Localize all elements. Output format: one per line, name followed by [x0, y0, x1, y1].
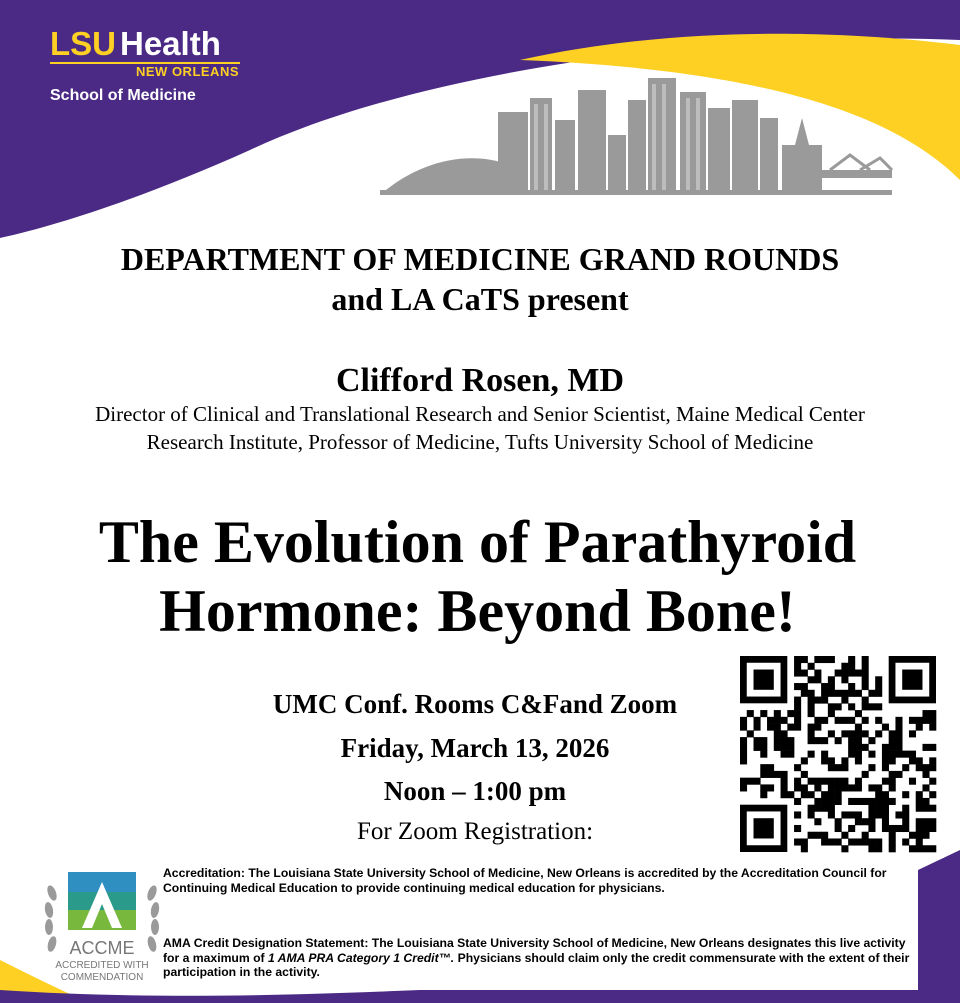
logo-lsu-text: LSU [50, 25, 116, 62]
accme-logo [42, 868, 162, 988]
zoom-registration-qr-code[interactable] [732, 650, 944, 858]
accme-logo-sub2: COMMENDATION [60, 972, 144, 983]
talk-title-line1: The Evolution of Parathyroid [98, 509, 857, 575]
logo-school-of-medicine: School of Medicine [50, 87, 196, 104]
speaker-affiliation-line1: Director of Clinical and Translational Research and Senior Scientist, Maine Medical Center [95, 402, 865, 426]
event-time: Noon – 1:00 pm [383, 776, 567, 806]
ama-credit-statement [163, 936, 915, 980]
presenters-line: and LA CaTS present [331, 281, 629, 317]
event-location: UMC Conf. Rooms C&Fand Zoom [272, 689, 678, 719]
qr-code-graphic [732, 650, 944, 858]
event-date: Friday, March 13, 2026 [340, 733, 610, 763]
logo-new-orleans: NEW ORLEANS [136, 64, 239, 79]
accme-logo-text: ACCME [69, 938, 135, 958]
accme-logo-sub1: ACCREDITED WITH [55, 960, 149, 971]
ama-credit-text-2: Physicians should claim only the credit commensurate with the extent of their participation in the activity. [163, 950, 910, 979]
speaker-name: Clifford Rosen, MD [335, 362, 625, 399]
lsu-health-logo [50, 26, 221, 62]
ama-credit-text-italic: 1 AMA PRA Category 1 Credit™. [267, 950, 455, 965]
talk-title-line2: Hormone: Beyond Bone! [159, 578, 796, 644]
laurel-left-icon [44, 884, 59, 953]
ama-credit-text-1: AMA Credit Designation Statement: The Louisiana State University School of Medicine, New Orleans designates this live activity for a maximum of [163, 936, 906, 965]
laurel-right-icon [146, 884, 161, 953]
logo-health-text: Health [120, 25, 221, 62]
department-heading: DEPARTMENT OF MEDICINE GRAND ROUNDS [120, 241, 840, 277]
speaker-affiliation-line2: Research Institute, Professor of Medicine, Tufts University School of Medicine [146, 430, 814, 454]
accreditation-statement: Accreditation: The Louisiana State University School of Medicine, New Orleans is accredited by the Accreditation Council for Continuing Medical Education to provide continuing medical education for physicians. [163, 866, 887, 895]
zoom-registration-label: For Zoom Registration: [356, 818, 594, 845]
